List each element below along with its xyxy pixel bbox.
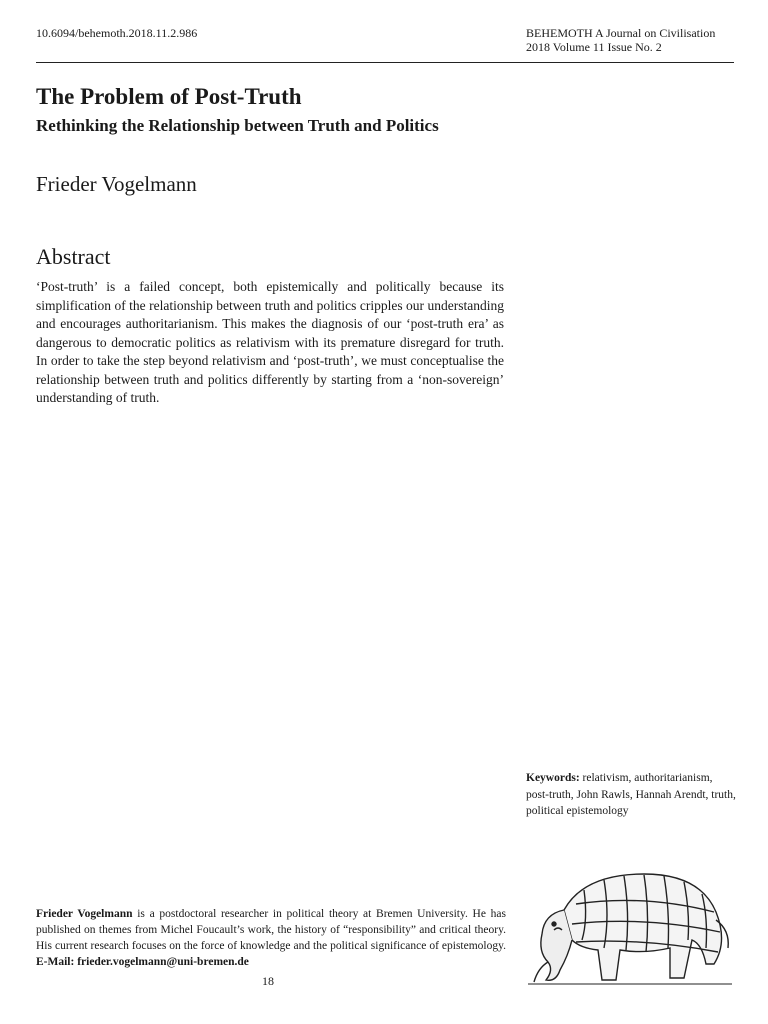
article-subtitle: Rethinking the Relationship between Truth and Politics xyxy=(36,116,439,135)
article-title: The Problem of Post-Truth xyxy=(36,84,302,109)
keywords-label: Keywords: xyxy=(526,772,580,784)
keywords xyxy=(526,770,738,820)
header-rule xyxy=(36,62,734,63)
behemoth-engraving-icon xyxy=(524,860,736,994)
email-label: E-Mail: xyxy=(36,956,75,968)
email-address[interactable]: frieder.vogelmann@uni-bremen.de xyxy=(77,956,249,968)
journal-info xyxy=(526,26,715,54)
journal-issue: 2018 Volume 11 Issue No. 2 xyxy=(526,40,662,54)
bio-text: is a postdoctoral researcher in political theory at Bremen University. He has published on themes from Michel Foucault’s work, the history of “responsibility” and critical theory. His current research focuses on the force of knowledge and the political significance of epistemology. xyxy=(36,908,506,952)
abstract-text: ‘Post-truth’ is a failed concept, both epistemically and politically because its simplification of the relationship between truth and politics cripples our understanding and encourages authoritarianism. This makes the diagnosis of our ‘post-truth era’ as dangerous to democratic politics as relativism with its premature disregard for truth. In order to take the step beyond relativism and ‘post-truth’, we must conceptualise the relationship between truth and politics differently by starting from a ‘non-sovereign’ understanding of truth. xyxy=(36,279,504,405)
bio-name: Frieder Vogelmann xyxy=(36,908,133,920)
doi: 10.6094/behemoth.2018.11.2.986 xyxy=(36,26,198,40)
page-number: 18 xyxy=(262,974,274,988)
keywords-text: relativism, authoritarianism, post-truth, John Rawls, Hannah Arendt, truth, political epistemology xyxy=(526,772,736,817)
abstract-heading: Abstract xyxy=(36,244,111,269)
author-name: Frieder Vogelmann xyxy=(36,172,197,196)
journal-title: BEHEMOTH A Journal on Civilisation xyxy=(526,26,716,40)
author-bio xyxy=(36,906,506,970)
